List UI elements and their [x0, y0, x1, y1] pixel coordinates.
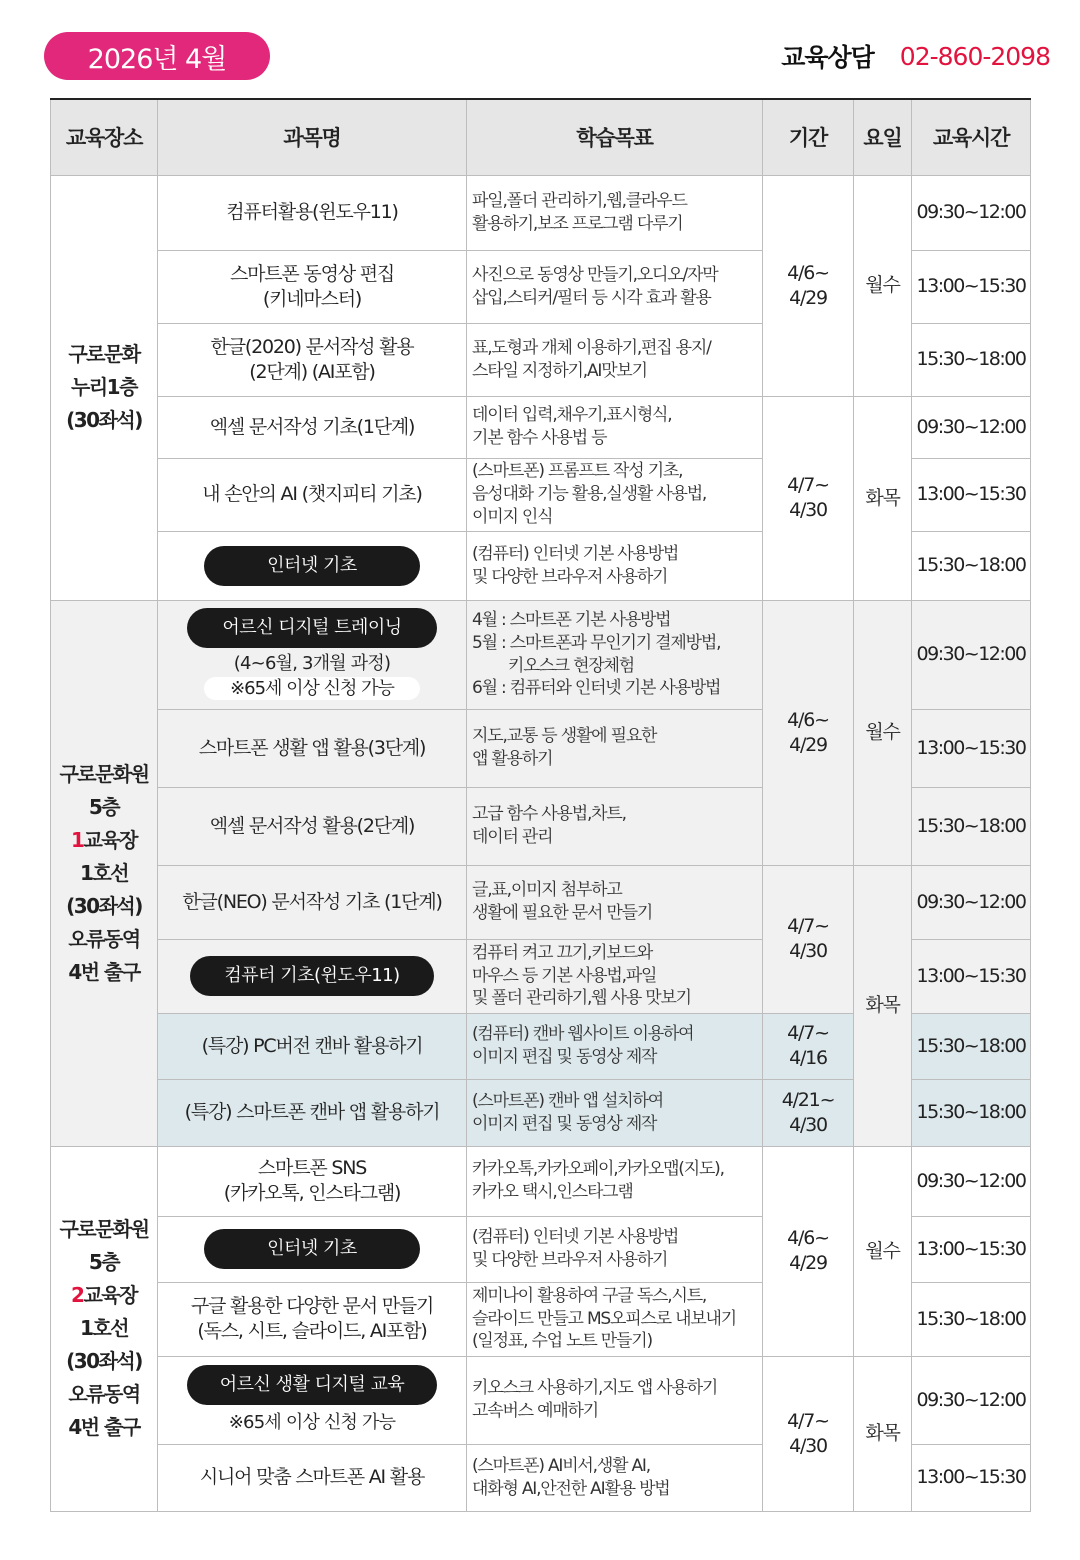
goal-line: 슬라이드 만들고 MS오피스로 내보내기 [472, 1308, 736, 1329]
course-badge: 어르신 생활 디지털 교육 [187, 1365, 437, 1405]
time-cell: 09:30~12:00 [912, 175, 1031, 250]
time-cell: 09:30~12:00 [912, 600, 1031, 709]
time-cell: 15:30~18:00 [912, 1079, 1031, 1146]
table-row [51, 865, 1031, 939]
venue-line: 누리1층 [71, 375, 137, 399]
goal-line: 앱 활용하기 [472, 749, 553, 769]
goal-line: (컴퓨터) 인터넷 기본 사용방법 [472, 543, 679, 564]
header-period: 기간 [763, 99, 854, 175]
venue-line: (30좌석) [66, 1349, 142, 1373]
time-cell: 15:30~18:00 [912, 787, 1031, 865]
goal-line: (스마트폰) AI비서,생활 AI, [472, 1455, 650, 1476]
contact-label: 교육상담 [781, 43, 874, 72]
time-cell: 13:00~15:30 [912, 458, 1031, 531]
period-cell: 4/6~ 4/29 [763, 1146, 854, 1356]
goal-line: 마우스 등 기본 사용법,파일 [472, 965, 657, 986]
course-badge: 인터넷 기초 [204, 1229, 420, 1269]
header-goal: 학습목표 [467, 99, 763, 175]
venue-cell-1 [51, 175, 158, 600]
time-cell: 13:00~15:30 [912, 939, 1031, 1013]
course-name-cell [158, 1216, 467, 1282]
time-cell: 13:00~15:30 [912, 250, 1031, 323]
course-goal [467, 1444, 763, 1511]
venue-cell-2 [51, 600, 158, 1146]
venue-line: (30좌석) [66, 893, 142, 918]
goal-line: 사진으로 동영상 만들기,오디오/자막 [472, 264, 718, 285]
course-name: 엑셀 문서작성 기초(1단계) [158, 396, 467, 458]
table-row [51, 600, 1031, 709]
goal-line: 및 다양한 브라우저 사용하기 [472, 1250, 668, 1270]
course-goal [467, 396, 763, 458]
goal-line: 데이터 관리 [472, 827, 553, 847]
goal-line: (일정표, 수업 노트 만들기) [472, 1331, 652, 1352]
day-cell: 화목 [854, 1356, 912, 1511]
age-note: ※65세 이상 신청 가능 [228, 1412, 396, 1434]
period-cell: 4/21~ 4/30 [763, 1079, 854, 1146]
course-name: (특강) 스마트폰 캔바 앱 활용하기 [158, 1079, 467, 1146]
table-row [51, 1146, 1031, 1216]
time-cell: 13:00~15:30 [912, 709, 1031, 787]
venue-line: 오류동역 [68, 1382, 140, 1406]
course-goal [467, 1282, 763, 1356]
goal-line: 5월 : 스마트폰과 무인기기 결제방법, [472, 632, 721, 653]
course-badge: 컴퓨터 기초(윈도우11) [190, 956, 434, 996]
goal-line: 키오스크 현장체험 [508, 655, 634, 676]
time-cell: 09:30~12:00 [912, 1356, 1031, 1444]
table-row [51, 175, 1031, 250]
goal-line: 활용하기,보조 프로그램 다루기 [472, 213, 683, 234]
course-name-cell [158, 531, 467, 600]
course-goal [467, 175, 763, 250]
venue-line: 구로문화원 [59, 761, 149, 786]
course-goal [467, 458, 763, 531]
course-name: 한글(2020) 문서작성 활용 (2단계) (AI포함) [158, 323, 467, 396]
goal-line: 및 폴더 관리하기,웹 사용 맛보기 [472, 988, 691, 1009]
period-cell: 4/7~ 4/30 [763, 396, 854, 600]
course-name: 구글 활용한 다양한 문서 만들기 (독스, 시트, 슬라이드, AI포함) [158, 1282, 467, 1356]
header-time: 교육시간 [912, 99, 1031, 175]
contact-info [781, 38, 1050, 74]
venue-line: 구로문화원 [59, 1217, 149, 1241]
venue-line: (30좌석) [66, 408, 142, 432]
course-name: 내 손안의 AI (챗지피티 기초) [158, 458, 467, 531]
goal-line: 글,표,이미지 첨부하고 [472, 880, 622, 901]
venue-line: 1호선 [79, 860, 129, 885]
venue-line: 오류동역 [68, 926, 140, 951]
course-badge: 어르신 디지털 트레이닝 [187, 608, 437, 648]
period-cell: 4/7~ 4/30 [763, 865, 854, 1013]
course-goal [467, 787, 763, 865]
classroom-number: 2 [71, 1283, 84, 1307]
venue-line: 구로문화 [68, 342, 140, 366]
course-goal [467, 1356, 763, 1444]
age-note: ※65세 이상 신청 가능 [204, 677, 420, 700]
goal-line: 표,도형과 개체 이용하기,편집 용지/ [472, 337, 711, 358]
time-cell: 15:30~18:00 [912, 1013, 1031, 1079]
day-cell: 월수 [854, 600, 912, 865]
time-cell: 09:30~12:00 [912, 396, 1031, 458]
goal-line: 대화형 AI,안전한 AI활용 방법 [472, 1478, 670, 1499]
goal-line: 키오스크 사용하기,지도 앱 사용하기 [472, 1378, 718, 1399]
header-day: 요일 [854, 99, 912, 175]
goal-line: 음성대화 기능 활용,실생활 사용법, [472, 484, 707, 505]
goal-line: 이미지 편집 및 동영상 제작 [472, 1113, 657, 1134]
goal-line: 데이터 입력,채우기,표시형식, [472, 405, 672, 426]
goal-line: 지도,교통 등 생활에 필요한 [472, 726, 657, 747]
goal-line: 스타일 지정하기,AI맛보기 [472, 360, 647, 381]
course-goal [467, 1216, 763, 1282]
course-name: 엑셀 문서작성 활용(2단계) [158, 787, 467, 865]
table-row [51, 1356, 1031, 1444]
course-name: 스마트폰 SNS (카카오톡, 인스타그램) [158, 1146, 467, 1216]
course-badge: 인터넷 기초 [204, 546, 420, 586]
goal-line: 파일,폴더 관리하기,웹,클라우드 [472, 190, 687, 211]
time-cell: 09:30~12:00 [912, 865, 1031, 939]
course-name: 한글(NEO) 문서작성 기초 (1단계) [158, 865, 467, 939]
course-goal [467, 600, 763, 709]
venue-line: 1호선 [79, 1316, 129, 1340]
goal-line: (스마트폰) 프롬프트 작성 기초, [472, 461, 683, 482]
course-name-cell [158, 1356, 467, 1444]
course-subtitle: (4~6월, 3개월 과정) [233, 653, 391, 675]
time-cell: 13:00~15:30 [912, 1216, 1031, 1282]
schedule-table [50, 98, 1031, 1512]
course-name: (특강) PC버전 캔바 활용하기 [158, 1013, 467, 1079]
course-name-cell [158, 939, 467, 1013]
venue-line: 4번 출구 [68, 1415, 140, 1439]
course-name: 시니어 맞춤 스마트폰 AI 활용 [158, 1444, 467, 1511]
course-name-cell [158, 600, 467, 709]
course-goal [467, 865, 763, 939]
goal-line: 고급 함수 사용법,차트, [472, 804, 626, 825]
course-goal [467, 323, 763, 396]
venue-line: 5층 [88, 794, 120, 819]
course-goal [467, 250, 763, 323]
venue-line: 4번 출구 [68, 959, 140, 984]
course-goal [467, 531, 763, 600]
period-cell: 4/7~ 4/30 [763, 1356, 854, 1511]
venue-line [51, 1279, 157, 1312]
classroom-label: 교육장 [83, 827, 137, 852]
course-name: 스마트폰 생활 앱 활용(3단계) [158, 709, 467, 787]
period-cell: 4/7~ 4/16 [763, 1013, 854, 1079]
period-cell: 4/6~ 4/29 [763, 175, 854, 396]
day-cell: 월수 [854, 175, 912, 396]
course-goal [467, 1013, 763, 1079]
goal-line: 카카오 택시,인스타그램 [472, 1182, 633, 1202]
day-cell: 월수 [854, 1146, 912, 1356]
course-goal [467, 939, 763, 1013]
time-cell: 15:30~18:00 [912, 1282, 1031, 1356]
classroom-number: 1 [71, 827, 84, 852]
period-cell: 4/6~ 4/29 [763, 600, 854, 865]
venue-cell-3 [51, 1146, 158, 1511]
goal-line: 4월 : 스마트폰 기본 사용방법 [472, 609, 671, 630]
course-name: 스마트폰 동영상 편집 (키네마스터) [158, 250, 467, 323]
course-goal [467, 1146, 763, 1216]
course-goal [467, 1079, 763, 1146]
goal-line: 카카오톡,카카오페이,카카오맵(지도), [472, 1159, 724, 1180]
time-cell: 15:30~18:00 [912, 531, 1031, 600]
goal-line: (스마트폰) 캔바 앱 설치하여 [472, 1090, 663, 1111]
contact-phone[interactable]: 02-860-2098 [899, 41, 1050, 71]
goal-line: 생활에 필요한 문서 만들기 [472, 903, 653, 923]
goal-line: 이미지 인식 [472, 506, 553, 527]
day-cell: 화목 [854, 865, 912, 1146]
goal-line: 이미지 편집 및 동영상 제작 [472, 1047, 657, 1067]
goal-line: 기본 함수 사용법 등 [472, 428, 607, 448]
goal-line: 6월 : 컴퓨터와 인터넷 기본 사용방법 [472, 678, 721, 699]
venue-line [51, 824, 157, 857]
course-name: 컴퓨터활용(윈도우11) [158, 175, 467, 250]
month-badge: 2026년 4월 [44, 32, 270, 80]
header-venue: 교육장소 [51, 99, 158, 175]
goal-line: (컴퓨터) 캔바 웹사이트 이용하여 [472, 1024, 694, 1045]
goal-line: 및 다양한 브라우저 사용하기 [472, 566, 668, 587]
day-cell: 화목 [854, 396, 912, 600]
time-cell: 15:30~18:00 [912, 323, 1031, 396]
goal-line: 컴퓨터 켜고 끄기,키보드와 [472, 942, 653, 963]
goal-line: 제미나이 활용하여 구글 독스,시트, [472, 1285, 707, 1306]
time-cell: 09:30~12:00 [912, 1146, 1031, 1216]
classroom-label: 교육장 [83, 1283, 137, 1307]
table-header-row [51, 99, 1031, 175]
time-cell: 13:00~15:30 [912, 1444, 1031, 1511]
venue-line: 5층 [88, 1250, 120, 1274]
header-course: 과목명 [158, 99, 467, 175]
course-goal [467, 709, 763, 787]
table-row [51, 396, 1031, 458]
goal-line: (컴퓨터) 인터넷 기본 사용방법 [472, 1227, 679, 1248]
goal-line: 고속버스 예매하기 [472, 1401, 598, 1421]
goal-line: 삽입,스티커/필터 등 시각 효과 활용 [472, 287, 711, 308]
